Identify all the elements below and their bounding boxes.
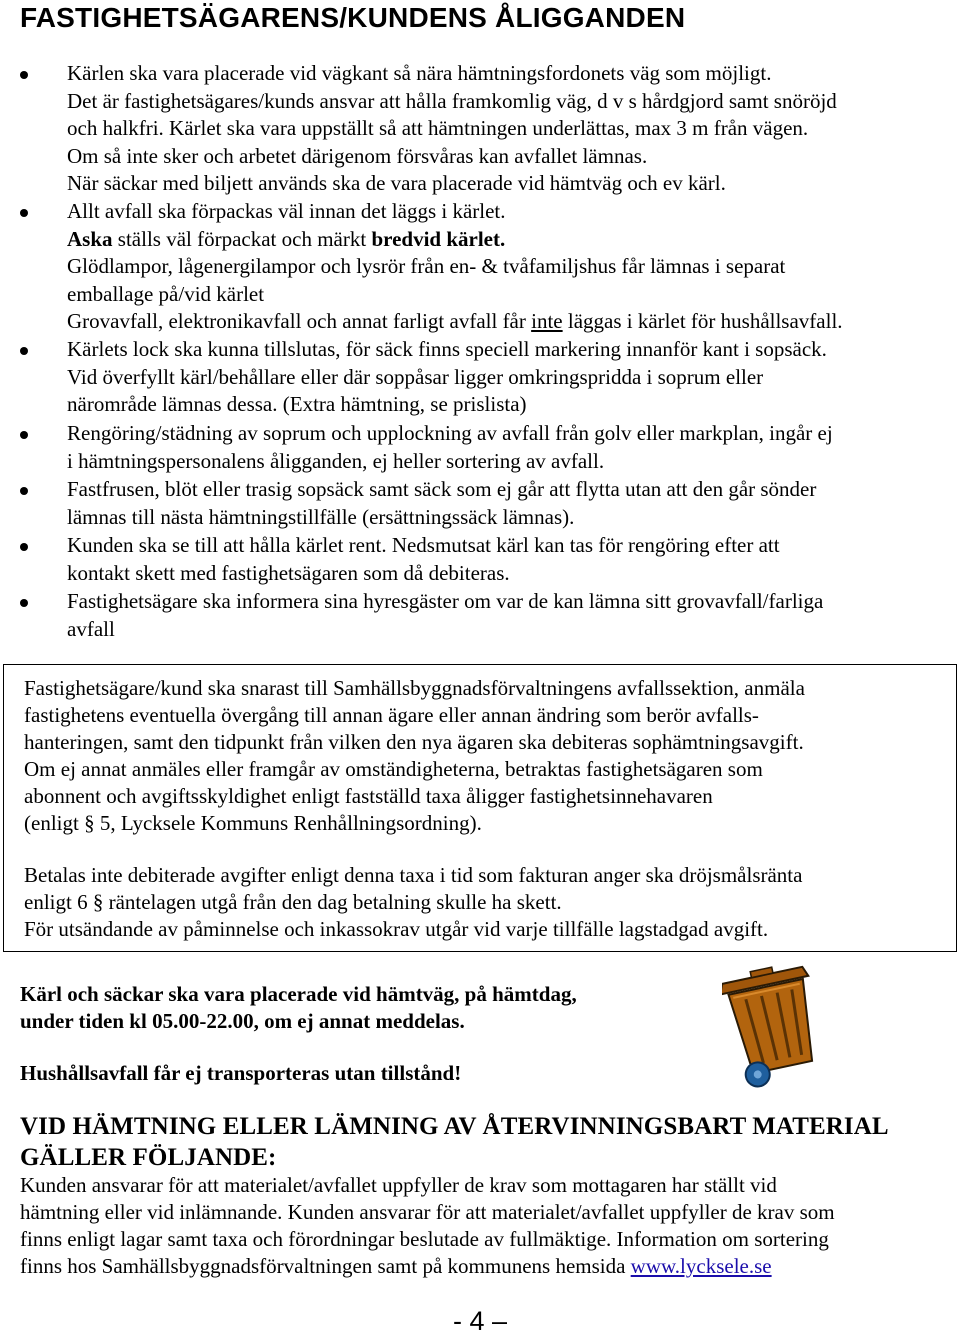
page-number: - 4 – <box>452 1306 508 1336</box>
text-span: Grovavfall, elektronikavfall och annat farligt avfall får <box>67 309 532 334</box>
list-item-text: Rengöring/städning av soprum och upplockning av avfall från golv eller markplan, ingår ej <box>67 421 833 445</box>
text-span: läggas i kärlet för hushållsavfall. <box>562 309 843 334</box>
box-text-line: abonnent och avgiftsskyldighet enligt fastställd taxa åligger fastighetsinnehavaren <box>24 784 713 808</box>
list-item-text <box>67 308 843 336</box>
section-text-line: Kunden ansvarar för att materialet/avfallet uppfyller de krav som mottagaren har ställt vid <box>20 1173 777 1197</box>
pickup-notice-line: under tiden kl 05.00-22.00, om ej annat meddelas. <box>20 1009 465 1033</box>
box-text-line: fastighetens eventuella övergång till annan ägare eller annan ändring som berör avfalls- <box>24 703 759 727</box>
page-title: FASTIGHETSÄGARENS/KUNDENS ÅLIGGANDEN <box>20 2 686 33</box>
list-item-text: Fastfrusen, blöt eller trasig sopsäck samt säck som ej går att flytta utan att den går sönder <box>67 477 817 501</box>
box-text-line: Betalas inte debiterade avgifter enligt denna taxa i tid som fakturan anger ska dröjsmålsränta <box>24 863 803 887</box>
section-text-line <box>20 1253 772 1280</box>
bullet-icon <box>20 487 28 495</box>
bullet-icon <box>20 71 28 79</box>
list-item-text: Kunden ska se till att hålla kärlet rent. Nedsmutsat kärl kan tas för rengöring efter att <box>67 533 780 557</box>
emphasis-text: bredvid kärlet <box>371 226 500 251</box>
box-text-line: enligt 6 § räntelagen utgå från den dag betalning skulle ha skett. <box>24 890 562 914</box>
box-text-line: hanteringen, samt den tidpunkt från vilken den nya ägaren ska debiteras sophämtningsavgift. <box>24 730 804 754</box>
text-span: finns hos Samhällsbyggnadsförvaltningen samt på kommunens hemsida <box>20 1254 631 1278</box>
section-heading: GÄLLER FÖLJANDE: <box>20 1144 277 1171</box>
website-link[interactable]: www.lycksele.se <box>630 1254 772 1278</box>
transport-notice: Hushållsavfall får ej transporteras utan tillstånd! <box>20 1061 462 1085</box>
list-item-text: När säckar med biljett används ska de vara placerade vid hämtväg och ev kärl. <box>67 171 726 196</box>
bullet-icon <box>20 599 28 607</box>
notice-box <box>3 664 957 952</box>
emphasis-text: Aska <box>67 226 113 251</box>
section-text-line: hämtning eller vid inlämnande. Kunden ansvarar för att materialet/avfallet uppfyller de krav som <box>20 1200 835 1224</box>
bullet-icon <box>20 209 28 217</box>
box-text-line: Fastighetsägare/kund ska snarast till Samhällsbyggnadsförvaltningens avfallssektion, anmäla <box>24 676 805 700</box>
section-heading: VID HÄMTNING ELLER LÄMNING AV ÅTERVINNINGSBART MATERIAL <box>20 1113 889 1140</box>
box-text-line: Om ej annat anmäles eller framgår av omständigheterna, betraktas fastighetsägaren som <box>24 757 763 781</box>
list-item-text: närområde lämnas dessa. (Extra hämtning, se prislista) <box>67 392 527 417</box>
list-item-text: Glödlampor, lågenergilampor och lysrör från en- & tvåfamiljshus får lämnas i separat <box>67 254 786 279</box>
list-item-text: och halkfri. Kärlet ska vara uppställt så att hämtningen underlättas, max 3 m från vägen. <box>67 116 809 141</box>
section-text-line: finns enligt lagar samt taxa och förordningar beslutade av fullmäktige. Information om sortering <box>20 1227 829 1251</box>
list-item-text: emballage på/vid kärlet <box>67 281 265 306</box>
box-text-line: För utsändande av påminnelse och inkassokrav utgår vid varje tillfälle lagstadgad avgift. <box>24 917 769 941</box>
wheelie-bin-icon <box>722 964 826 1088</box>
list-item-text: i hämtningspersonalens åligganden, ej heller sortering av avfall. <box>67 448 605 473</box>
list-item-text: kontakt skett med fastighetsägaren som då debiteras. <box>67 560 510 585</box>
list-item-text: Om så inte sker och arbetet därigenom försvåras kan avfallet lämnas. <box>67 143 648 168</box>
bullet-icon <box>20 347 28 355</box>
underlined-text: inte <box>531 309 563 334</box>
list-item-text <box>67 226 505 254</box>
list-item-text: Fastighetsägare ska informera sina hyresgäster om var de kan lämna sitt grovavfall/farliga <box>67 589 824 613</box>
list-item-text: lämnas till nästa hämtningstillfälle (ersättningssäck lämnas). <box>67 504 575 529</box>
bullet-icon <box>20 431 28 439</box>
box-text-line: (enligt § 5, Lycksele Kommuns Renhållningsordning). <box>24 811 482 835</box>
bullet-icon <box>20 543 28 551</box>
text-span: . <box>500 226 506 251</box>
list-item-text: Det är fastighetsägares/kunds ansvar att hålla framkomlig väg, d v s hårdgjord samt snöröjd <box>67 88 837 113</box>
pickup-notice-line: Kärl och säckar ska vara placerade vid hämtväg, på hämtdag, <box>20 982 577 1006</box>
list-item-text: Kärlen ska vara placerade vid vägkant så nära hämtningsfordonets väg som möjligt. <box>67 61 772 85</box>
list-item-text: Vid överfyllt kärl/behållare eller där soppåsar ligger omkringspridda i soprum eller <box>67 364 764 389</box>
list-item-text: avfall <box>67 616 115 641</box>
text-span: ställs väl förpackat och märkt <box>112 226 372 251</box>
list-item-text: Kärlets lock ska kunna tillslutas, för säck finns speciell markering innanför kant i sopsäck. <box>67 337 827 361</box>
list-item-text: Allt avfall ska förpackas väl innan det läggs i kärlet. <box>67 199 506 223</box>
